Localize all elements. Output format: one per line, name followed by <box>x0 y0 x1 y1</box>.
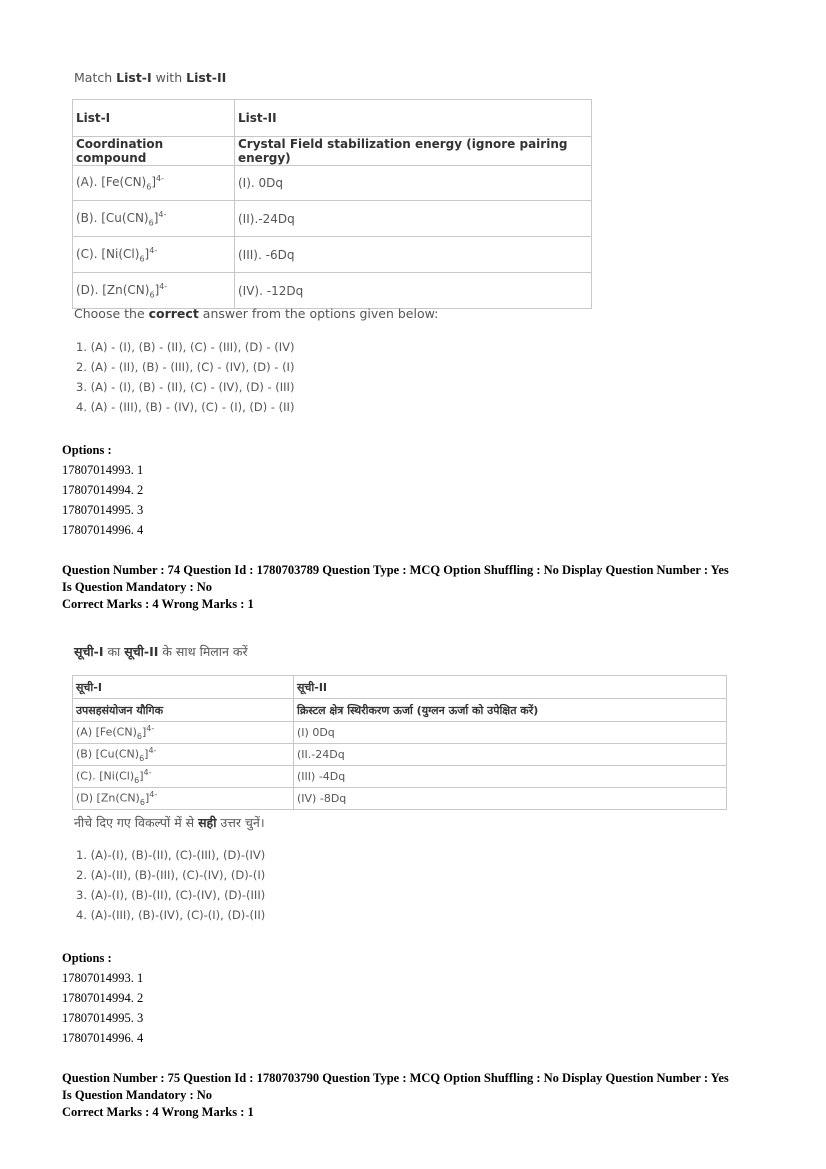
option-3: 17807014995. 3 <box>62 503 144 517</box>
table-row <box>73 744 727 766</box>
table-row <box>73 788 727 810</box>
q74-match-table <box>72 675 727 810</box>
energy-cell: (IV) -8Dq <box>294 788 727 810</box>
q74-meta <box>62 562 729 613</box>
option-2: 17807014994. 2 <box>62 991 144 1005</box>
q73-col1-title: List-I <box>73 100 235 137</box>
q73-instruction: Match List-I with List-II <box>74 70 227 85</box>
q73-choices <box>76 337 294 417</box>
compound-cell: (B). $[Cu(CN)_6]^{4-}$ <box>73 201 235 237</box>
q74-meta-line2: Is Question Mandatory : No <box>62 580 213 594</box>
choice-2: 2. (A) - (II), (B) - (III), (C) - (IV), (D) - (I) <box>76 360 295 374</box>
energy-cell: (I) 0Dq <box>294 722 727 744</box>
q74-col1-subtitle: उपसहसंयोजन यौगिक <box>73 699 294 722</box>
q75-meta-line1: Question Number : 75 Question Id : 1780703790 Question Type : MCQ Option Shuffling : No Display Question Number : Yes <box>62 1071 729 1085</box>
option-2: 17807014994. 2 <box>62 483 144 497</box>
choice-4: 4. (A) - (III), (B) - (IV), (C) - (I), (D) - (II) <box>76 400 295 414</box>
energy-cell: (II).-24Dq <box>235 201 592 237</box>
table-row <box>73 766 727 788</box>
compound-cell: (A). $[Fe(CN)_6]^{4-}$ <box>73 166 235 201</box>
q74-col1-title: सूची-I <box>73 676 294 699</box>
choice-3: 3. (A) - (I), (B) - (II), (C) - (IV), (D) - (III) <box>76 380 295 394</box>
q74-col2-subtitle: क्रिस्टल क्षेत्र स्थिरीकरण ऊर्जा (युग्लन ऊर्जा को उपेक्षित करें) <box>294 699 727 722</box>
options-label: Options : <box>62 443 112 457</box>
q73-col1-subtitle: Coordination compound <box>73 137 235 166</box>
compound-cell: (D) $[Zn(CN)_6]^{4-}$ <box>73 788 294 810</box>
compound-cell: (C). $[Ni(Cl)_6]^{4-}$ <box>73 766 294 788</box>
compound-cell: (A) $[Fe(CN)_6]^{4-}$ <box>73 722 294 744</box>
choice-2: 2. (A)-(II), (B)-(III), (C)-(IV), (D)-(I) <box>76 868 266 882</box>
q75-meta <box>62 1070 729 1121</box>
choice-1: 1. (A)-(I), (B)-(II), (C)-(III), (D)-(IV) <box>76 848 266 862</box>
q74-choices <box>76 845 265 925</box>
q73-match-table <box>72 99 592 309</box>
q74-meta-line1: Question Number : 74 Question Id : 1780703789 Question Type : MCQ Option Shuffling : No Display Question Number : Yes <box>62 563 729 577</box>
q75-meta-line2: Is Question Mandatory : No <box>62 1088 213 1102</box>
q74-instruction: सूची-I का सूची-II के साथ मिलान करें <box>74 644 248 659</box>
q74-options <box>62 948 143 1048</box>
compound-cell: (D). $[Zn(CN)_6]^{4-}$ <box>73 273 235 309</box>
options-label: Options : <box>62 951 112 965</box>
choice-4: 4. (A)-(III), (B)-(IV), (C)-(I), (D)-(II) <box>76 908 266 922</box>
q73-options <box>62 440 143 540</box>
option-3: 17807014995. 3 <box>62 1011 144 1025</box>
q73-choose-instruction: Choose the correct answer from the options given below: <box>74 306 439 321</box>
energy-cell: (I). 0Dq <box>235 166 592 201</box>
q73-col2-subtitle: Crystal Field stabilization energy (ignore pairing energy) <box>235 137 592 166</box>
table-row <box>73 166 592 201</box>
q73-col2-title: List-II <box>235 100 592 137</box>
table-row <box>73 201 592 237</box>
choice-1: 1. (A) - (I), (B) - (II), (C) - (III), (D) - (IV) <box>76 340 295 354</box>
table-row <box>73 273 592 309</box>
q74-meta-line3: Correct Marks : 4 Wrong Marks : 1 <box>62 597 254 611</box>
choice-3: 3. (A)-(I), (B)-(II), (C)-(IV), (D)-(III) <box>76 888 266 902</box>
table-row <box>73 722 727 744</box>
q74-col2-title: सूची-II <box>294 676 727 699</box>
table-row <box>73 237 592 273</box>
energy-cell: (II.-24Dq <box>294 744 727 766</box>
option-1: 17807014993. 1 <box>62 971 144 985</box>
option-1: 17807014993. 1 <box>62 463 144 477</box>
energy-cell: (IV). -12Dq <box>235 273 592 309</box>
q75-meta-line3: Correct Marks : 4 Wrong Marks : 1 <box>62 1105 254 1119</box>
q74-choose-instruction: नीचे दिए गए विकल्पों में से सही उत्तर चुनें। <box>74 815 265 830</box>
energy-cell: (III). -6Dq <box>235 237 592 273</box>
compound-cell: (B) $[Cu(CN)_6]^{4-}$ <box>73 744 294 766</box>
compound-cell: (C). $[Ni(Cl)_6]^{4-}$ <box>73 237 235 273</box>
option-4: 17807014996. 4 <box>62 523 144 537</box>
option-4: 17807014996. 4 <box>62 1031 144 1045</box>
energy-cell: (III) -4Dq <box>294 766 727 788</box>
